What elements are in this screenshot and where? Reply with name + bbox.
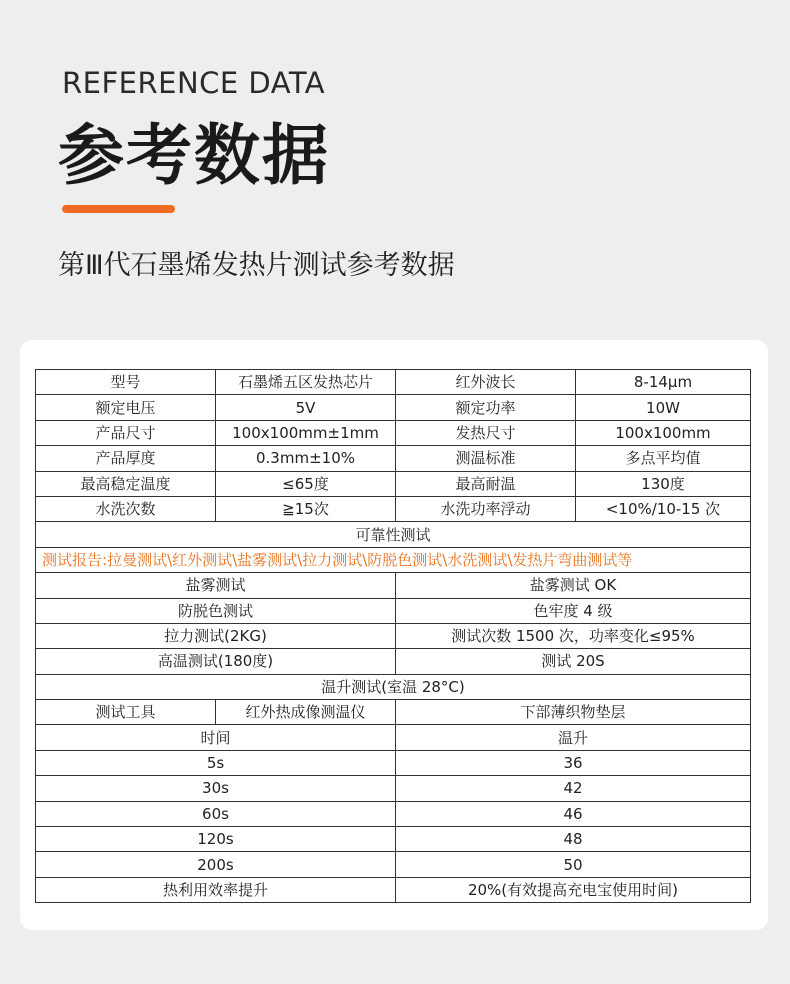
spec-label: 产品厚度 bbox=[36, 446, 216, 471]
test-result: 盐雾测试 OK bbox=[396, 573, 751, 598]
efficiency-value: 20%(有效提高充电宝使用时间) bbox=[396, 877, 751, 902]
spec-label: 最高稳定温度 bbox=[36, 471, 216, 496]
table-row bbox=[36, 852, 751, 877]
spec-label: 型号 bbox=[36, 370, 216, 395]
section-header-row bbox=[36, 522, 751, 547]
col-rise-header: 温升 bbox=[396, 725, 751, 750]
reliability-title: 可靠性测试 bbox=[36, 522, 751, 547]
report-prefix: 测试报告: bbox=[42, 550, 108, 569]
table-row bbox=[36, 471, 751, 496]
spec-value: 100x100mm bbox=[576, 420, 751, 445]
spec-label: 水洗功率浮动 bbox=[396, 496, 576, 521]
test-name: 拉力测试(2KG) bbox=[36, 623, 396, 648]
col-time-header: 时间 bbox=[36, 725, 396, 750]
rise-value: 36 bbox=[396, 750, 751, 775]
reference-data-title-cn: 参考数据 bbox=[58, 117, 330, 194]
report-items: 拉曼测试\红外测试\盐雾测试\拉力测试\防脱色测试\水洗测试\发热片弯曲测试等 bbox=[107, 550, 633, 569]
spec-value: 100x100mm±1mm bbox=[216, 420, 396, 445]
table-row bbox=[36, 700, 751, 725]
spec-label: 额定电压 bbox=[36, 395, 216, 420]
table-row bbox=[36, 598, 751, 623]
test-name: 防脱色测试 bbox=[36, 598, 396, 623]
spec-value: 10W bbox=[576, 395, 751, 420]
spec-label: 红外波长 bbox=[396, 370, 576, 395]
table-row bbox=[36, 573, 751, 598]
spec-label: 水洗次数 bbox=[36, 496, 216, 521]
test-report bbox=[36, 547, 751, 572]
table-row bbox=[36, 420, 751, 445]
rise-value: 48 bbox=[396, 827, 751, 852]
table-row bbox=[36, 827, 751, 852]
table-row bbox=[36, 750, 751, 775]
spec-value: 8-14μm bbox=[576, 370, 751, 395]
accent-bar bbox=[62, 205, 175, 213]
spec-value: ≤65度 bbox=[216, 471, 396, 496]
spec-table bbox=[35, 369, 751, 903]
rise-value: 50 bbox=[396, 852, 751, 877]
test-name: 盐雾测试 bbox=[36, 573, 396, 598]
spec-value: 130度 bbox=[576, 471, 751, 496]
table-row bbox=[36, 446, 751, 471]
time-value: 60s bbox=[36, 801, 396, 826]
test-result: 测试次数 1500 次，功率变化≤95% bbox=[396, 623, 751, 648]
time-value: 30s bbox=[36, 776, 396, 801]
test-name: 高温测试(180度) bbox=[36, 649, 396, 674]
time-value: 5s bbox=[36, 750, 396, 775]
spec-value: 石墨烯五区发热芯片 bbox=[216, 370, 396, 395]
efficiency-label: 热利用效率提升 bbox=[36, 877, 396, 902]
tool-label: 测试工具 bbox=[36, 700, 216, 725]
spec-label: 额定功率 bbox=[396, 395, 576, 420]
time-value: 120s bbox=[36, 827, 396, 852]
page-subtitle: 第Ⅲ代石墨烯发热片测试参考数据 bbox=[58, 250, 455, 281]
table-row bbox=[36, 649, 751, 674]
test-result: 测试 20S bbox=[396, 649, 751, 674]
spec-value: ≧15次 bbox=[216, 496, 396, 521]
time-value: 200s bbox=[36, 852, 396, 877]
section-header-row bbox=[36, 674, 751, 699]
temp-rise-title: 温升测试(室温 28°C) bbox=[36, 674, 751, 699]
report-row bbox=[36, 547, 751, 572]
table-row bbox=[36, 877, 751, 902]
table-header-row bbox=[36, 725, 751, 750]
spec-value: <10%/10-15 次 bbox=[576, 496, 751, 521]
tool-value: 红外热成像测温仪 bbox=[216, 700, 396, 725]
spec-value: 多点平均值 bbox=[576, 446, 751, 471]
table-row bbox=[36, 776, 751, 801]
reference-data-title-en: REFERENCE DATA bbox=[62, 66, 326, 100]
table-row bbox=[36, 496, 751, 521]
spec-label: 产品尺寸 bbox=[36, 420, 216, 445]
tool-note: 下部薄织物垫层 bbox=[396, 700, 751, 725]
spec-value: 0.3mm±10% bbox=[216, 446, 396, 471]
table-row bbox=[36, 801, 751, 826]
spec-label: 最高耐温 bbox=[396, 471, 576, 496]
table-row bbox=[36, 370, 751, 395]
spec-label: 测温标准 bbox=[396, 446, 576, 471]
spec-label: 发热尺寸 bbox=[396, 420, 576, 445]
rise-value: 42 bbox=[396, 776, 751, 801]
table-row bbox=[36, 395, 751, 420]
spec-value: 5V bbox=[216, 395, 396, 420]
table-row bbox=[36, 623, 751, 648]
rise-value: 46 bbox=[396, 801, 751, 826]
test-result: 色牢度 4 级 bbox=[396, 598, 751, 623]
